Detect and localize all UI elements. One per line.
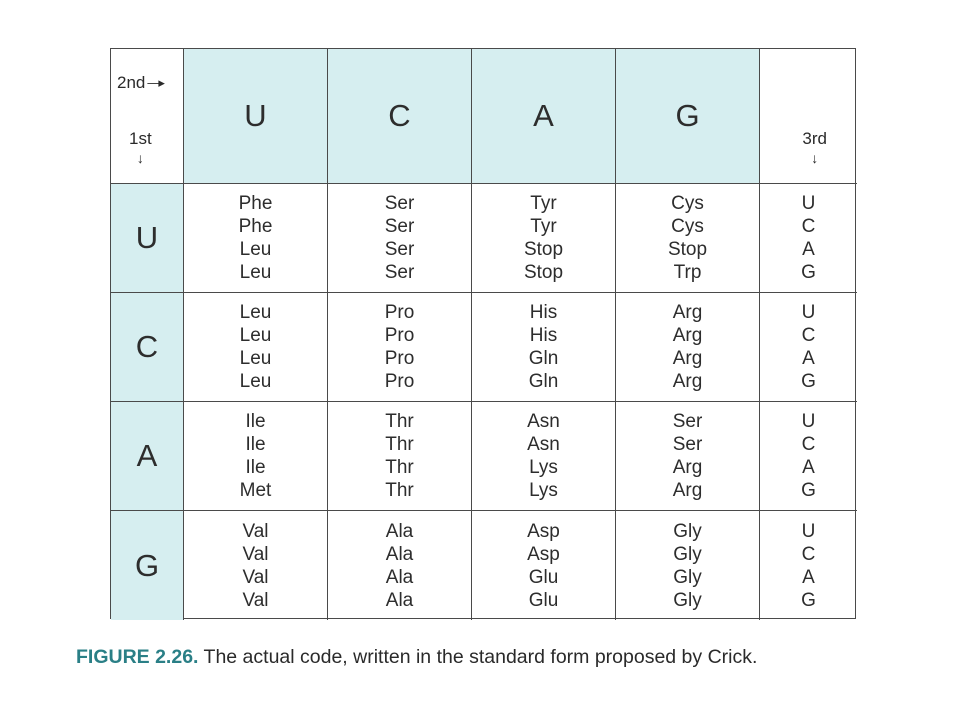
amino-acid: Ser xyxy=(672,434,703,455)
codon-cell xyxy=(184,511,328,620)
caption-text: The actual code, written in the standard form proposed by Crick. xyxy=(198,646,758,668)
third-base: U xyxy=(801,193,816,214)
third-base-cell xyxy=(760,511,857,620)
amino-acid: Ala xyxy=(385,543,414,565)
amino-acid: His xyxy=(529,302,558,323)
codon-cell xyxy=(472,293,616,402)
amino-acid: Stop xyxy=(667,239,708,260)
genetic-code-table xyxy=(110,48,856,619)
codon-cell xyxy=(472,511,616,620)
amino-acid: Ala xyxy=(385,520,414,542)
amino-acid: Asn xyxy=(527,411,560,432)
third-base-cell xyxy=(760,184,857,293)
second-base-header: U xyxy=(184,49,328,184)
first-base-header: G xyxy=(111,511,184,620)
codon-cell xyxy=(616,293,760,402)
arrow-down-icon: ↓ xyxy=(811,150,819,166)
amino-acid: Gly xyxy=(673,520,702,542)
codon-cell xyxy=(328,511,472,620)
amino-acid: Lys xyxy=(529,480,558,501)
amino-acid: Leu xyxy=(239,262,272,283)
amino-acid: Tyr xyxy=(530,193,557,214)
third-base: U xyxy=(801,302,816,323)
amino-acid: Arg xyxy=(672,302,703,323)
amino-acid: Asp xyxy=(527,543,560,565)
amino-acid: Phe xyxy=(238,193,273,214)
amino-acid: Thr xyxy=(385,434,414,455)
codon-cell xyxy=(184,402,328,511)
amino-acid: Pro xyxy=(384,302,415,323)
amino-acid: Thr xyxy=(385,457,414,478)
amino-acid: Arg xyxy=(672,325,703,346)
third-position-label xyxy=(802,129,827,167)
amino-acid: Arg xyxy=(672,480,703,501)
third-base: A xyxy=(802,457,815,478)
amino-acid: Gln xyxy=(528,371,559,392)
amino-acid: Ile xyxy=(245,411,266,432)
codon-cell xyxy=(328,293,472,402)
amino-acid: Gly xyxy=(673,566,702,588)
third-base: A xyxy=(802,566,815,588)
codon-cell xyxy=(616,184,760,293)
third-base: A xyxy=(802,348,815,369)
third-position-header-cell xyxy=(760,49,857,184)
third-base: C xyxy=(801,434,816,455)
amino-acid: Arg xyxy=(672,457,703,478)
amino-acid: Asn xyxy=(527,434,560,455)
amino-acid: Ile xyxy=(245,457,266,478)
amino-acid: Phe xyxy=(238,216,273,237)
first-base-header: C xyxy=(111,293,184,402)
amino-acid: Arg xyxy=(672,348,703,369)
amino-acid: Ser xyxy=(672,411,703,432)
amino-acid: His xyxy=(529,325,558,346)
codon-cell xyxy=(616,402,760,511)
codon-cell xyxy=(472,184,616,293)
third-base: G xyxy=(801,262,816,283)
amino-acid: Gly xyxy=(673,589,702,611)
amino-acid: Asp xyxy=(527,520,560,542)
amino-acid: Cys xyxy=(671,193,704,214)
codon-cell xyxy=(472,402,616,511)
corner-header-cell xyxy=(111,49,184,184)
first-position-text: 1st xyxy=(129,129,152,148)
figure-caption xyxy=(76,646,757,669)
amino-acid: Pro xyxy=(384,325,415,346)
third-base: G xyxy=(801,371,816,392)
amino-acid: Gln xyxy=(528,348,559,369)
amino-acid: Val xyxy=(242,520,269,542)
amino-acid: Val xyxy=(242,543,269,565)
amino-acid: Tyr xyxy=(530,216,557,237)
amino-acid: Glu xyxy=(528,566,559,588)
amino-acid: Leu xyxy=(239,302,272,323)
first-position-label xyxy=(129,129,152,167)
amino-acid: Arg xyxy=(672,371,703,392)
codon-cell xyxy=(184,293,328,402)
second-base-header: G xyxy=(616,49,760,184)
third-base: U xyxy=(801,520,816,542)
third-position-text: 3rd xyxy=(802,129,827,148)
codon-cell xyxy=(328,402,472,511)
first-base-header: U xyxy=(111,184,184,293)
amino-acid: Pro xyxy=(384,348,415,369)
third-base: G xyxy=(801,589,816,611)
amino-acid: Ser xyxy=(384,193,415,214)
second-base-header: C xyxy=(328,49,472,184)
amino-acid: Val xyxy=(242,566,269,588)
amino-acid: Met xyxy=(239,480,272,501)
amino-acid: Cys xyxy=(671,216,704,237)
amino-acid: Stop xyxy=(523,239,564,260)
second-base-header: A xyxy=(472,49,616,184)
amino-acid: Thr xyxy=(385,480,414,501)
amino-acid: Leu xyxy=(239,348,272,369)
third-base-cell xyxy=(760,402,857,511)
amino-acid: Ala xyxy=(385,589,414,611)
amino-acid: Leu xyxy=(239,325,272,346)
codon-cell xyxy=(184,184,328,293)
third-base-cell xyxy=(760,293,857,402)
amino-acid: Leu xyxy=(239,239,272,260)
amino-acid: Gly xyxy=(673,543,702,565)
third-base: U xyxy=(801,411,816,432)
amino-acid: Lys xyxy=(529,457,558,478)
amino-acid: Trp xyxy=(673,262,702,283)
amino-acid: Ile xyxy=(245,434,266,455)
amino-acid: Leu xyxy=(239,371,272,392)
amino-acid: Ser xyxy=(384,239,415,260)
first-base-header: A xyxy=(111,402,184,511)
third-base: C xyxy=(801,543,816,565)
amino-acid: Ser xyxy=(384,262,415,283)
arrow-right-icon: —▸ xyxy=(147,75,163,90)
second-position-text: 2nd xyxy=(117,73,146,92)
amino-acid: Ser xyxy=(384,216,415,237)
third-base: C xyxy=(801,325,816,346)
figure-label: FIGURE 2.26. xyxy=(76,646,199,668)
third-base: C xyxy=(801,216,816,237)
amino-acid: Thr xyxy=(385,411,414,432)
third-base: A xyxy=(802,239,815,260)
amino-acid: Ala xyxy=(385,566,414,588)
third-base: G xyxy=(801,480,816,501)
amino-acid: Stop xyxy=(523,262,564,283)
second-position-label xyxy=(117,73,163,93)
codon-cell xyxy=(328,184,472,293)
arrow-down-icon: ↓ xyxy=(136,150,144,166)
amino-acid: Glu xyxy=(528,589,559,611)
amino-acid: Pro xyxy=(384,371,415,392)
amino-acid: Val xyxy=(242,589,269,611)
codon-cell xyxy=(616,511,760,620)
